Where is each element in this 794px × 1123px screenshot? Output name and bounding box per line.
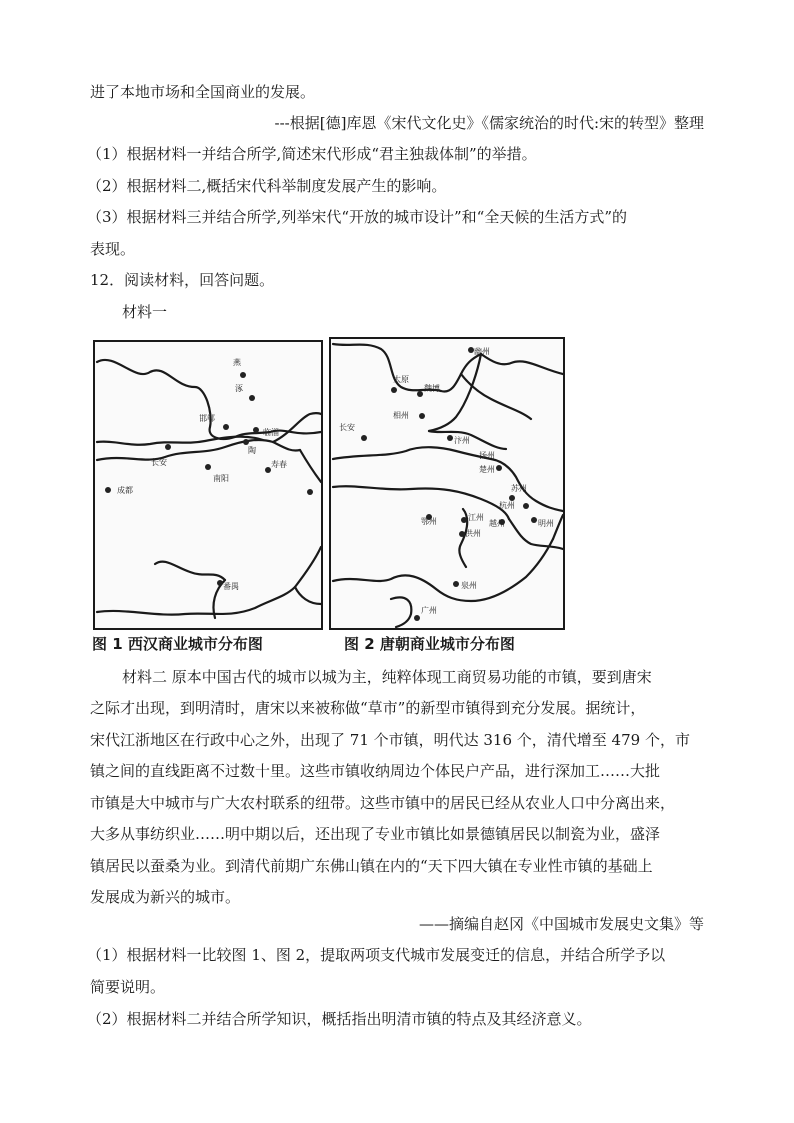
city-label: 涿 (235, 384, 243, 393)
city-label: 幽州 (474, 347, 490, 356)
city-label: 鄂州 (421, 517, 437, 526)
city-label: 扬州 (479, 451, 495, 460)
map-tang (329, 337, 565, 630)
question-item: （2）根据材料二,概括宋代科举制度发展产生的影响。 (87, 177, 447, 195)
city-label: 邯郸 (199, 414, 215, 423)
city-label: 寿春 (271, 460, 287, 469)
paragraph-line: 大多从事纺织业……明中期以后，还出现了专业市镇比如景德镇居民以制瓷为业，盛泽 (90, 825, 661, 843)
city-marker (205, 464, 211, 470)
city-label: 明州 (538, 519, 554, 528)
city-label: 江州 (468, 513, 484, 522)
city-marker (391, 387, 397, 393)
city-marker (414, 615, 420, 621)
city-label: 长安 (151, 458, 167, 467)
city-label: 南阳 (213, 474, 229, 483)
city-marker (417, 391, 423, 397)
question-item: （2）根据材料二并结合所学知识，概括指出明清市镇的特点及其经济意义。 (87, 1010, 592, 1028)
city-marker (165, 444, 171, 450)
city-marker (461, 517, 467, 523)
city-marker (249, 395, 255, 401)
question-item: （1）根据材料一比较图 1、图 2，提取两项支代城市发展变迁的信息，并结合所学予以 (87, 946, 666, 964)
question-item-cont: 简要说明。 (90, 978, 166, 996)
city-marker (453, 581, 459, 587)
city-marker (253, 427, 259, 433)
figure-caption: 图 1 西汉商业城市分布图 (92, 635, 263, 653)
city-marker (361, 435, 367, 441)
city-marker (523, 503, 529, 509)
city-marker (307, 489, 313, 495)
city-label: 陶 (248, 446, 256, 455)
source-citation: ——摘编自赵冈《中国城市发展史文集》等 (418, 915, 704, 933)
map-tang-lines (331, 339, 563, 628)
city-label: 魏博 (424, 384, 440, 393)
city-marker (447, 435, 453, 441)
city-marker (223, 424, 229, 430)
paragraph-line: 镇居民以蚕桑为业。到清代前期广东佛山镇在内的“天下四大镇在专业性市镇的基础上 (90, 857, 653, 875)
city-label: 临淄 (263, 428, 279, 437)
maps-figure (88, 337, 578, 653)
city-label: 成都 (117, 486, 133, 495)
question-item: （1）根据材料一并结合所学,简述宋代形成“君主独裁体制”的举措。 (87, 145, 537, 163)
material-label: 材料一 (122, 303, 168, 321)
map-western-han-lines (95, 342, 321, 628)
city-marker (105, 487, 111, 493)
paragraph-line: 镇之间的直线距离不过数十里。这些市镇收纳周边个体民户产品，进行深加工……大批 (90, 762, 661, 780)
text-line: 进了本地市场和全国商业的发展。 (90, 83, 316, 101)
figure-caption: 图 2 唐朝商业城市分布图 (344, 635, 515, 653)
city-label: 太原 (393, 375, 409, 384)
city-label: 番禺 (223, 582, 239, 591)
source-citation: ---根据[德]库恩《宋代文化史》《儒家统治的时代:宋的转型》整理 (274, 114, 704, 132)
city-marker (419, 413, 425, 419)
paragraph-line: 市镇是大中城市与广大农村联系的纽带。这些市镇中的居民已经从农业人口中分离出来， (90, 794, 676, 812)
city-label: 广州 (421, 606, 437, 615)
city-marker (531, 517, 537, 523)
city-marker (496, 465, 502, 471)
city-label: 洪州 (465, 529, 481, 538)
city-label: 相州 (393, 411, 409, 420)
city-label: 汴州 (454, 436, 470, 445)
paragraph-line: 发展成为新兴的城市。 (90, 888, 241, 906)
city-marker (243, 439, 249, 445)
city-marker (240, 372, 246, 378)
city-label: 长安 (339, 423, 355, 432)
map-western-han (93, 340, 323, 630)
paragraph-line: 材料二 原本中国古代的城市以城为主，纯粹体现工商贸易功能的市镇，要到唐宋 (122, 668, 652, 686)
city-label: 燕 (233, 358, 241, 367)
city-label: 越州 (489, 519, 505, 528)
city-label: 楚州 (479, 465, 495, 474)
question-item-cont: 表现。 (90, 240, 136, 258)
city-label: 杭州 (499, 501, 515, 510)
city-label: 苏州 (511, 484, 527, 493)
question-item: （3）根据材料三并结合所学,列举宋代“开放的城市设计”和“全天候的生活方式”的 (87, 208, 627, 226)
question-title: 12．阅读材料，回答问题。 (90, 271, 275, 289)
paragraph-line: 宋代江浙地区在行政中心之外，出现了 71 个市镇，明代达 316 个，清代增至 479 个，市 (90, 731, 690, 749)
city-label: 泉州 (461, 581, 477, 590)
paragraph-line: 之际才出现，到明清时，唐宋以来被称做“草市”的新型市镇得到充分发展。据统计， (90, 699, 646, 717)
